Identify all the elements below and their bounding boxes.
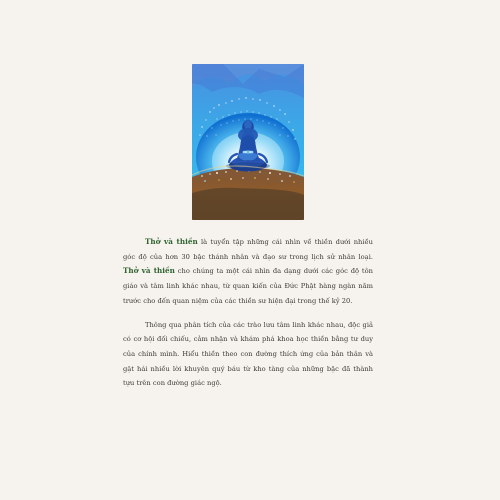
paragraph-2-text: Thông qua phân tích của các trào lưu tâm linh khác nhau, độc giả có cơ hội đối chiếu, cảm nhận và khám phá khoa học thiền bằng tư duy của chính mình. Hiểu thiền theo con đường thích ứng của bản thân và gặt hái nhiều lời khuyên quý báu từ kho tàng của những bậc đã thành tựu trên con đường giác ngộ.	[123, 320, 373, 388]
book-title: Thở và thiền	[145, 237, 198, 246]
book-title-repeat: Thở và thiền	[123, 266, 175, 276]
meditation-illustration	[192, 64, 304, 220]
paragraph-1-text-part-2: cho chúng ta một cái nhìn đa dạng dưới các góc độ tôn giáo và tâm linh khác nhau, từ quan kiến của Đức Phật hàng ngàn năm trước cho đến quan niệm của các thiền sư hiện đại trong thế kỷ 20.	[123, 267, 373, 305]
paragraph-1-text-part-1: là tuyển tập những cái nhìn về thiền dưới nhiều góc độ của hơn 30 bậc thánh nhân và đạo sư trong lịch sử nhân loại.	[123, 238, 373, 261]
book-description	[123, 235, 373, 391]
paragraph-intro	[123, 235, 373, 309]
meditating-figure-icon	[192, 64, 304, 220]
paragraph-details	[123, 318, 373, 392]
